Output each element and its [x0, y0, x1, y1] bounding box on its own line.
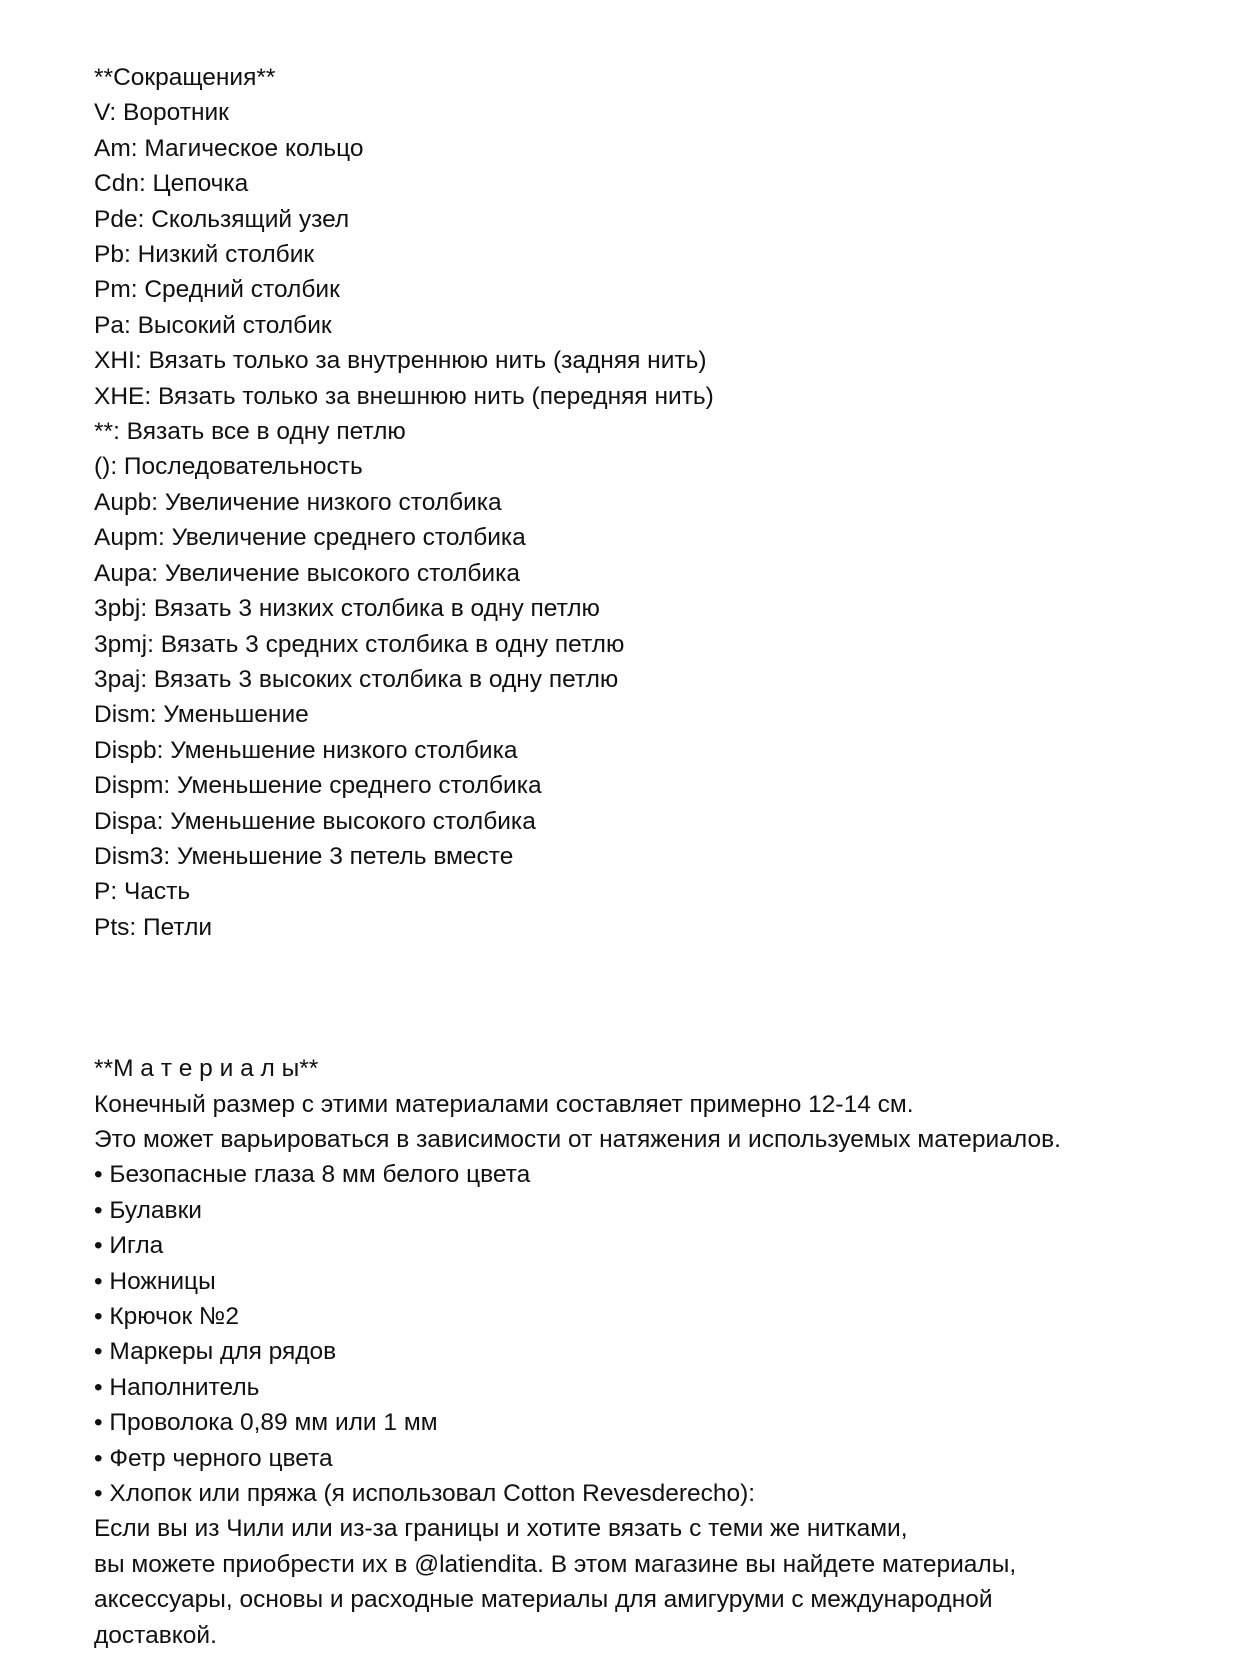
- abbreviation-item: Dispm: Уменьшение среднего столбика: [94, 772, 542, 800]
- abbreviation-item: Aupb: Увеличение низкого столбика: [94, 488, 502, 516]
- material-item: • Крючок №2: [94, 1303, 239, 1330]
- material-item: • Наполнитель: [94, 1373, 260, 1401]
- abbreviation-item: XHI: Вязать только за внутреннюю нить (задняя нить): [94, 347, 707, 375]
- abbreviation-item: P: Часть: [94, 878, 191, 906]
- abbreviation-item: Dism3: Уменьшение 3 петель вместе: [94, 842, 514, 870]
- section-spacer: [94, 945, 1224, 1051]
- material-item: • Фетр черного цвета: [94, 1444, 333, 1472]
- materials-list: [94, 1157, 1224, 1511]
- material-item: • Хлопок или пряжа (я использовал Cotton Revesderecho):: [94, 1480, 756, 1508]
- abbreviation-item: 3pbj: Вязать 3 низких столбика в одну петлю: [94, 595, 600, 623]
- materials-heading: **М а т е р и а л ы**: [94, 1055, 319, 1083]
- material-item: • Игла: [94, 1232, 164, 1260]
- abbreviation-item: Pb: Низкий столбик: [94, 241, 315, 269]
- abbreviation-item: 3pmj: Вязать 3 средних столбика в одну петлю: [94, 630, 625, 658]
- material-item: • Булавки: [94, 1196, 202, 1224]
- abbreviation-item: Pa: Высокий столбик: [94, 311, 332, 339]
- abbreviations-section: [94, 60, 1224, 945]
- material-item: • Безопасные глаза 8 мм белого цвета: [94, 1161, 531, 1189]
- materials-note-line: доставкой.: [94, 1621, 217, 1649]
- abbreviation-item: Pm: Средний столбик: [94, 276, 340, 304]
- material-item: • Маркеры для рядов: [94, 1338, 337, 1366]
- abbreviation-item: Dispb: Уменьшение низкого столбика: [94, 736, 518, 764]
- materials-section: [94, 1051, 1224, 1653]
- material-item: • Ножницы: [94, 1267, 216, 1295]
- abbreviation-item: Pts: Петли: [94, 913, 213, 941]
- materials-note-line: вы можете приобрести их в @latiendita. В этом магазине вы найдете материалы,: [94, 1550, 1017, 1578]
- document-page: [94, 60, 1224, 1653]
- abbreviation-item: Dispa: Уменьшение высокого столбика: [94, 807, 536, 835]
- abbreviation-item: (): Последовательность: [94, 453, 363, 481]
- abbreviation-item: XHE: Вязать только за внешнюю нить (передняя нить): [94, 382, 714, 410]
- materials-intro-line: Конечный размер с этими материалами составляет примерно 12-14 см.: [94, 1090, 914, 1118]
- abbreviation-item: Aupa: Увеличение высокого столбика: [94, 559, 520, 587]
- abbreviation-item: Aupm: Увеличение среднего столбика: [94, 524, 526, 552]
- abbreviation-item: Pde: Скользящий узел: [94, 205, 350, 233]
- abbreviation-item: Cdn: Цепочка: [94, 170, 249, 198]
- materials-note: [94, 1511, 1224, 1653]
- materials-intro-line: Это может варьироваться в зависимости от натяжения и используемых материалов.: [94, 1125, 1061, 1153]
- abbreviation-item: 3paj: Вязать 3 высоких столбика в одну петлю: [94, 665, 619, 693]
- abbreviation-item: V: Воротник: [94, 99, 229, 127]
- abbreviation-item: Dism: Уменьшение: [94, 701, 309, 729]
- abbreviations-list: [94, 95, 1224, 945]
- materials-note-line: аксессуары, основы и расходные материалы для амигуруми с международной: [94, 1586, 993, 1614]
- materials-note-line: Если вы из Чили или из-за границы и хотите вязать с теми же нитками,: [94, 1515, 908, 1543]
- material-item: • Проволока 0,89 мм или 1 мм: [94, 1409, 438, 1437]
- abbreviation-item: **: Вязать все в одну петлю: [94, 418, 406, 446]
- abbreviations-heading: **Сокращения**: [94, 64, 276, 91]
- abbreviation-item: Am: Магическое кольцо: [94, 134, 364, 162]
